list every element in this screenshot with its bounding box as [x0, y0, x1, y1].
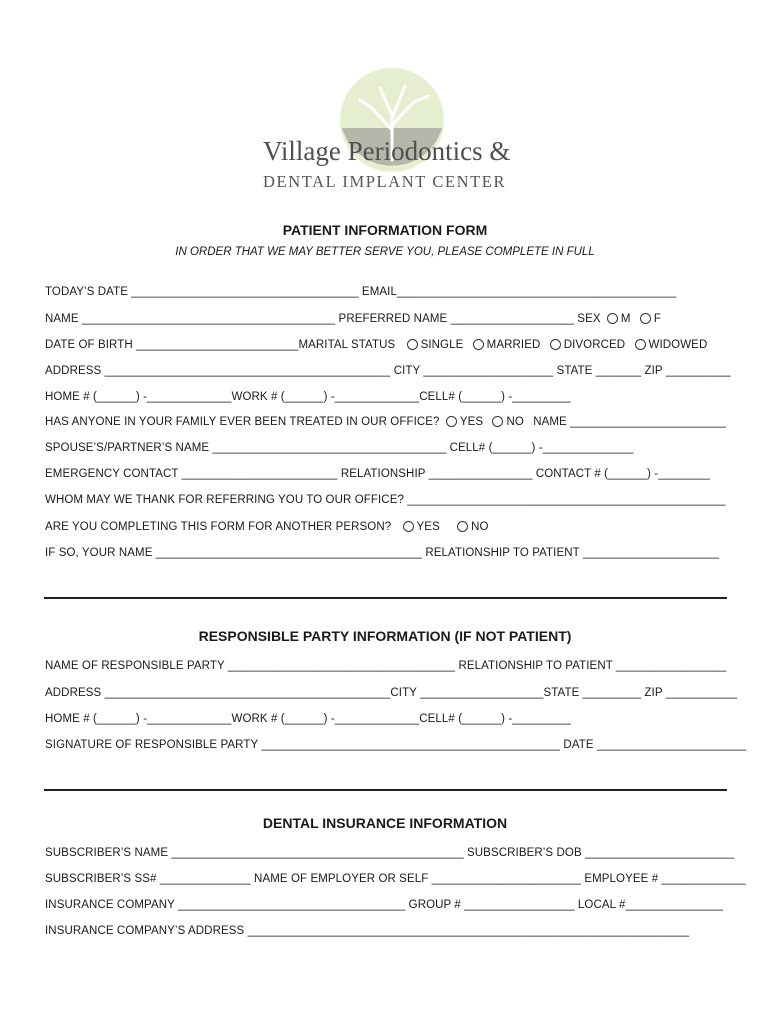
treated-name-field[interactable]: NAME ________________________	[533, 416, 727, 428]
your-name-field[interactable]: IF SO, YOUR NAME _________________________________________ RELATIONSHIP TO PATIENT _____________________	[45, 547, 720, 559]
referral-field[interactable]: WHOM MAY WE THANK FOR REFERRING YOU TO OUR OFFICE? _________________________________________________	[45, 494, 726, 506]
divorced-label: DIVORCED	[563, 339, 626, 351]
sex-f-radio[interactable]	[640, 313, 651, 324]
treated-question: HAS ANYONE IN YOUR FAMILY EVER BEEN TREATED IN OUR OFFICE?	[45, 416, 440, 428]
subscriber-ss-field[interactable]: SUBSCRIBER’S SS# ______________ NAME OF EMPLOYER OR SELF _______________________ EMPLOYEE # _____________	[45, 873, 746, 885]
emergency-contact-field[interactable]: EMERGENCY CONTACT ________________________ RELATIONSHIP ________________ CONTACT # (______) -________	[45, 468, 711, 480]
completing-yes-radio[interactable]	[403, 521, 414, 532]
widowed-radio[interactable]	[635, 339, 646, 350]
logo-subtitle: DENTAL IMPLANT CENTER	[263, 172, 507, 191]
insurance-section-title: DENTAL INSURANCE INFORMATION	[262, 815, 508, 831]
single-label: SINGLE	[420, 339, 464, 351]
sex-m-radio[interactable]	[607, 313, 618, 324]
single-radio[interactable]	[407, 339, 418, 350]
sex-m-label: M	[620, 313, 631, 325]
phones-field[interactable]: HOME # (______) -_____________WORK # (______) -_____________CELL# (______) -_________	[45, 391, 571, 403]
married-radio[interactable]	[473, 339, 484, 350]
responsible-signature-field[interactable]: SIGNATURE OF RESPONSIBLE PARTY ______________________________________________ DATE _______________________	[45, 739, 747, 751]
insurance-company-address-field[interactable]: INSURANCE COMPANY’S ADDRESS ____________________________________________________________________	[45, 925, 690, 937]
name-field-row	[45, 313, 661, 325]
dob-field[interactable]: DATE OF BIRTH _________________________MARITAL STATUS	[45, 339, 396, 351]
responsible-section-title: RESPONSIBLE PARTY INFORMATION (IF NOT PATIENT)	[198, 628, 572, 644]
spouse-field[interactable]: SPOUSE’S/PARTNER’S NAME ____________________________________ CELL# (______) -______________	[45, 442, 634, 454]
treated-yes-label: YES	[459, 416, 484, 428]
treated-row	[45, 416, 726, 428]
divorced-radio[interactable]	[550, 339, 561, 350]
todays-date-email-field[interactable]: TODAY’S DATE ___________________________________ EMAIL___________________________________________	[45, 286, 677, 298]
section-divider	[44, 597, 727, 599]
patient-section-title: PATIENT INFORMATION FORM	[282, 222, 488, 238]
completing-yes-label: YES	[416, 521, 440, 533]
address-field[interactable]: ADDRESS ____________________________________________ CITY ____________________ STATE _______ ZIP __________	[45, 365, 731, 377]
completing-no-radio[interactable]	[457, 521, 468, 532]
completing-question: ARE YOU COMPLETING THIS FORM FOR ANOTHER PERSON?	[45, 521, 392, 533]
logo-title: Village Periodontics &	[263, 136, 511, 166]
married-label: MARRIED	[486, 339, 541, 351]
responsible-phones-field[interactable]: HOME # (______) -_____________WORK # (______) -_____________CELL# (______) -_________	[45, 713, 571, 725]
patient-section-subtitle: IN ORDER THAT WE MAY BETTER SERVE YOU, PLEASE COMPLETE IN FULL	[175, 246, 595, 258]
treated-no-radio[interactable]	[492, 416, 503, 427]
sex-f-label: F	[653, 313, 662, 325]
responsible-name-field[interactable]: NAME OF RESPONSIBLE PARTY ___________________________________ RELATIONSHIP TO PATIENT _________________	[45, 660, 727, 672]
insurance-company-field[interactable]: INSURANCE COMPANY ___________________________________ GROUP # _________________ LOCAL #_______________	[45, 899, 723, 911]
completing-row	[45, 521, 489, 533]
treated-yes-radio[interactable]	[446, 416, 457, 427]
widowed-label: WIDOWED	[648, 339, 708, 351]
treated-no-label: NO	[506, 416, 524, 428]
section-divider	[44, 789, 727, 791]
name-field[interactable]: NAME _______________________________________ PREFERRED NAME ___________________ SEX	[45, 313, 601, 325]
dob-row	[45, 339, 707, 351]
responsible-address-field[interactable]: ADDRESS ____________________________________________CITY ___________________STATE _________ ZIP ___________	[45, 687, 738, 699]
completing-no-label: NO	[471, 521, 489, 533]
subscriber-name-field[interactable]: SUBSCRIBER’S NAME _____________________________________________ SUBSCRIBER’S DOB _______________________	[45, 847, 735, 859]
